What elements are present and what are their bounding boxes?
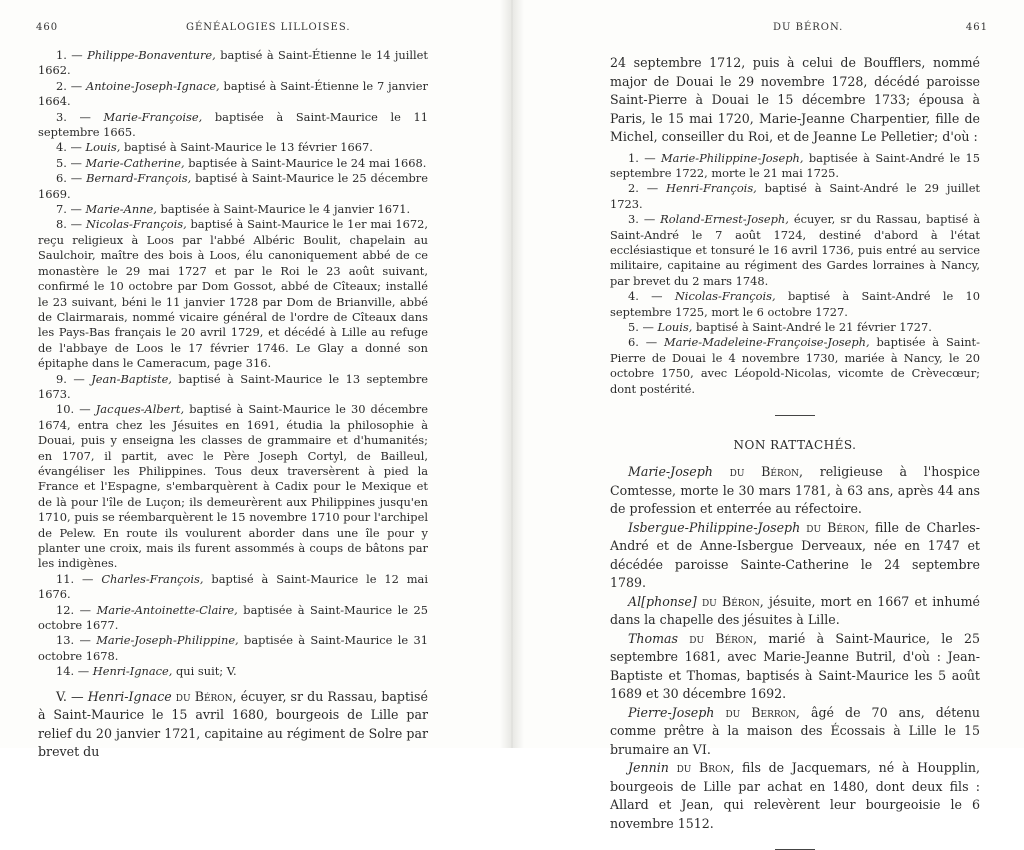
left-running-head: GÉNÉALOGIES LILLOISES. [186, 22, 351, 33]
unattached-surname: du Berron, [725, 704, 800, 720]
unattached-surname: du Bron, [676, 760, 735, 776]
entry-name: Antoine-Joseph-Ignace, [85, 78, 220, 93]
entry-name: Henri-François, [666, 181, 757, 196]
entry-text: baptisée à Saint-Maurice le 11 septembre 1665. [38, 109, 428, 140]
entry-number: 2. — [56, 78, 83, 93]
entry-number: 9. — [56, 371, 85, 386]
genealogy-entry [610, 320, 980, 335]
genealogy-entry [610, 289, 980, 320]
unattached-name: Al[phonse] [628, 593, 697, 609]
genealogy-entry [38, 171, 428, 202]
section-title: NON RATTACHÉS. [733, 438, 857, 452]
entry-name: Philippe-Bonaventure, [87, 48, 216, 62]
entry-name: Marie-Madeleine-Françoise-Joseph, [664, 335, 870, 350]
entry-name: Louis, [657, 319, 693, 334]
left-page [0, 0, 506, 760]
unattached-name: Thomas [628, 630, 679, 646]
unattached-text: âgé de 70 ans, détenu comme prêtre à la maison des Écossais à Lille le 15 brumaire an VI. [610, 704, 980, 757]
entry-text: baptisée à Saint-Pierre de Douai le 4 novembre 1730, mariée à Nancy, le 20 octobre 1750, avec Léopold-Nicolas, vicomte de Crèvecœur; dont postérité. [610, 335, 980, 396]
entry-name: Marie-Philippine-Joseph, [661, 150, 804, 165]
entry-text: baptisée à Saint-Maurice le 25 octobre 1677. [38, 602, 428, 633]
entry-text: écuyer, sr du Rassau, baptisé à Saint-André le 7 août 1724, destiné d'abord à l'état ecclésiastique et tonsuré le 16 avril 1736, puis entré au service militaire, capitaine au régiment des Gardes lorraines à Nancy, par brevet du 2 mars 1748. [610, 212, 980, 288]
entry-number: 10. — [56, 402, 91, 417]
entry-number: 2. — [628, 181, 659, 196]
unattached-entry [610, 759, 980, 833]
entry-name: Nicolas-François, [85, 217, 187, 232]
genealogy-entry [38, 156, 428, 171]
entry-number: 4. — [56, 140, 82, 155]
genealogy-entry [38, 603, 428, 634]
right-children-list [610, 151, 980, 398]
entry-number: 5. — [628, 319, 654, 334]
entry-name: Nicolas-François, [674, 289, 776, 304]
genealogy-entry [38, 140, 428, 155]
continuation-paragraph: 24 septembre 1712, puis à celui de Boufflers, nommé major de Douai le 29 novembre 1728, décédé paroisse Saint-Pierre à Douai le 15 décembre 1733; épousa à Paris, le 15 mai 1720, Marie-Jeanne Charpentier, fille de Michel, conseiller du Roi, et de Jeanne Le Pelletier; d'où : [610, 55, 980, 144]
genealogy-entry [38, 402, 428, 571]
genealogy-entry [38, 572, 428, 603]
entry-number: 13. — [56, 633, 91, 648]
entry-number: 7. — [56, 202, 82, 217]
entry-number: 5. — [56, 155, 82, 170]
genealogy-entry [610, 151, 980, 182]
unattached-text: fille de Charles-André et de Anne-Isbergue Derveaux, née en 1747 et décédée paroisse Sainte-Catherine le 24 septembre 1789. [610, 519, 980, 591]
left-children-list [38, 48, 428, 680]
entry-text: baptisé à Saint-Maurice le 13 février 1667. [124, 140, 373, 155]
entry-text: baptisé à Saint-Maurice le 25 décembre 1669. [38, 171, 428, 201]
genealogy-entry [610, 181, 980, 212]
entry-text: baptisé à Saint-Maurice le 1er mai 1672, reçu religieux à Loos par l'abbé Albéric Boulit, chapelain au Saulchoir, maître des bois à Loos, élu canoniquement abbé de ce monastère le 29 mai 1727 et par le Roi le 23 août suivant, confirmé le 10 octobre par Dom Gossot, abbé de Cîteaux; installé le 23 suivant, béni le 11 janvier 1728 par Dom de Brianville, abbé de Clairmarais, nommé vicaire général de l'ordre de Cîteaux dans les Pays-Bas français le 20 avril 1729, et décédé à Lille au refuge de l'abbaye de Loos le 17 février 1746. Le Glay a donné son épitaphe dans le Cameracum, page 316. [38, 217, 428, 371]
entry-name: Louis, [85, 140, 121, 155]
unattached-entry [610, 519, 980, 593]
unattached-entry [610, 593, 980, 630]
entry-number: 3. — [56, 109, 91, 124]
entry-text: qui suit; V. [176, 664, 237, 679]
genealogy-entry [38, 372, 428, 403]
entry-number: 1. — [56, 48, 83, 62]
genealogy-entry [38, 110, 428, 141]
unattached-entry [610, 630, 980, 704]
entry-text: baptisé à Saint-Maurice le 30 décembre 1674, entra chez les Jésuites en 1691, étudia la philosophie à Douai, puis y enseigna les classes de grammaire et d'humanités; en 1707, il partit, avec le Père Joseph Cortyl, de Bailleul, évangéliser les Philippines. Tous deux traversèrent à pied la France et l'Espagne, s'embarquèrent à Cadix pour le Mexique et de là pour l'île de Luçon; ils demeurèrent aux Philippines jusqu'en 1710, puis se réembarquèrent le 15 novembre 1710 pour l'archipel de Pelew. En route ils voulurent aborder dans une île pour y planter une croix, mais ils furent assommés à coups de bâtons par les indigènes. [38, 402, 428, 571]
entry-text: baptisé à Saint-André le 10 septembre 1725, mort le 6 octobre 1727. [610, 289, 980, 319]
unattached-surname: du Béron, [689, 630, 758, 646]
entry-text: baptisé à Saint-Maurice le 12 mai 1676. [38, 571, 428, 602]
entry-text: baptisée à Saint-Maurice le 31 octobre 1678. [38, 633, 428, 663]
entry-name: Jean-Baptiste, [91, 371, 172, 386]
unattached-text: jésuite, mort en 1667 et inhumé dans la chapelle des jésuites à Lille. [610, 593, 980, 628]
entry-text: baptisé à Saint-André le 21 février 1727. [696, 319, 932, 334]
entry-text: baptisée à Saint-André le 15 septembre 1722, morte le 21 mai 1725. [610, 150, 980, 180]
entry-name: Bernard-François, [86, 171, 192, 186]
genealogy-entry [38, 79, 428, 110]
unattached-surname: du Béron, [701, 593, 764, 609]
unattached-name: Jennin [628, 760, 669, 776]
entry-number: 14. — [56, 664, 90, 679]
entry-number: 6. — [628, 335, 658, 350]
entry-text: baptisé à Saint-Étienne le 14 juillet 1662. [38, 48, 428, 78]
entry-name: Marie-Joseph-Philippine, [96, 633, 239, 648]
unattached-text: fils de Jacquemars, né à Houpplin, bourgeois de Lille par achat en 1480, dont deux fils : Allard et Jean, qui relevèrent leur bourgeoisie le 6 novembre 1512. [610, 760, 980, 831]
entry-name: Marie-Anne, [85, 202, 157, 217]
entry-name: Charles-François, [101, 571, 204, 586]
generation-v-paragraph [38, 688, 428, 762]
unattached-name: Isbergue-Philippine-Joseph [628, 519, 801, 535]
entry-number: 8. — [56, 217, 83, 232]
right-running-head: DU BÉRON. [773, 22, 844, 33]
entry-text: baptisé à Saint-Étienne le 7 janvier 1664. [38, 78, 428, 109]
entry-number: 12. — [56, 602, 92, 617]
entry-text: baptisé à Saint-Maurice le 13 septembre 1673. [38, 371, 429, 401]
entry-name: Jacques-Albert, [95, 402, 185, 417]
unattached-list [610, 463, 980, 833]
left-page-body [38, 48, 428, 762]
entry-text: baptisée à Saint-Maurice le 24 mai 1668. [188, 155, 427, 170]
unattached-entry [610, 704, 980, 760]
entry-text: baptisé à Saint-André le 29 juillet 1723. [610, 181, 981, 211]
entry-number: 3. — [628, 212, 656, 227]
genealogy-entry [38, 48, 428, 79]
entry-number: 4. — [628, 289, 663, 304]
entry-name: Henri-Ignace, [92, 664, 173, 679]
unattached-name: Marie-Joseph [628, 464, 713, 480]
unattached-entry [610, 463, 980, 519]
unattached-name: Pierre-Joseph [628, 704, 715, 720]
genealogy-entry [38, 202, 428, 217]
generation-v-number: V. — [56, 688, 84, 704]
right-page-number: 461 [965, 22, 988, 33]
generation-v-text: écuyer, sr du Rassau, baptisé à Saint-Maurice le 15 avril 1680, bourgeois de Lille par relief du 20 janvier 1721, capitaine au régiment de Solre par brevet du [38, 688, 428, 760]
genealogy-entry [38, 217, 428, 371]
generation-v-name: Henri-Ignace [87, 688, 172, 704]
unattached-text: religieuse à l'hospice Comtesse, morte le 30 mars 1781, à 63 ans, après 44 ans de profession et enterrée au réfectoire. [610, 464, 980, 517]
entry-number: 11. — [56, 571, 94, 586]
entry-name: Roland-Ernest-Joseph, [660, 212, 789, 227]
genealogy-entry [38, 664, 428, 679]
left-page-number: 460 [36, 22, 59, 33]
genealogy-entry [38, 633, 428, 664]
entry-name: Marie-Catherine, [85, 155, 185, 170]
unattached-surname: du Béron, [806, 519, 869, 535]
unattached-surname: du Béron, [729, 464, 803, 480]
generation-v-surname: du Béron, [175, 688, 237, 704]
entry-number: 6. — [56, 171, 83, 186]
entry-name: Marie-Françoise, [103, 109, 203, 124]
genealogy-entry [610, 212, 980, 289]
right-page [518, 0, 1024, 831]
entry-text: baptisée à Saint-Maurice le 4 janvier 1671. [160, 202, 411, 217]
entry-number: 1. — [628, 150, 656, 165]
genealogy-entry [610, 335, 980, 397]
entry-name: Marie-Antoinette-Claire, [96, 602, 238, 617]
right-page-body [610, 54, 980, 850]
unattached-text: marié à Saint-Maurice, le 25 septembre 1681, avec Marie-Jeanne Butril, d'où : Jean-Baptiste et Thomas, baptisés à Saint-Maurice les 5 août 1689 et 30 décembre 1692. [610, 630, 980, 702]
